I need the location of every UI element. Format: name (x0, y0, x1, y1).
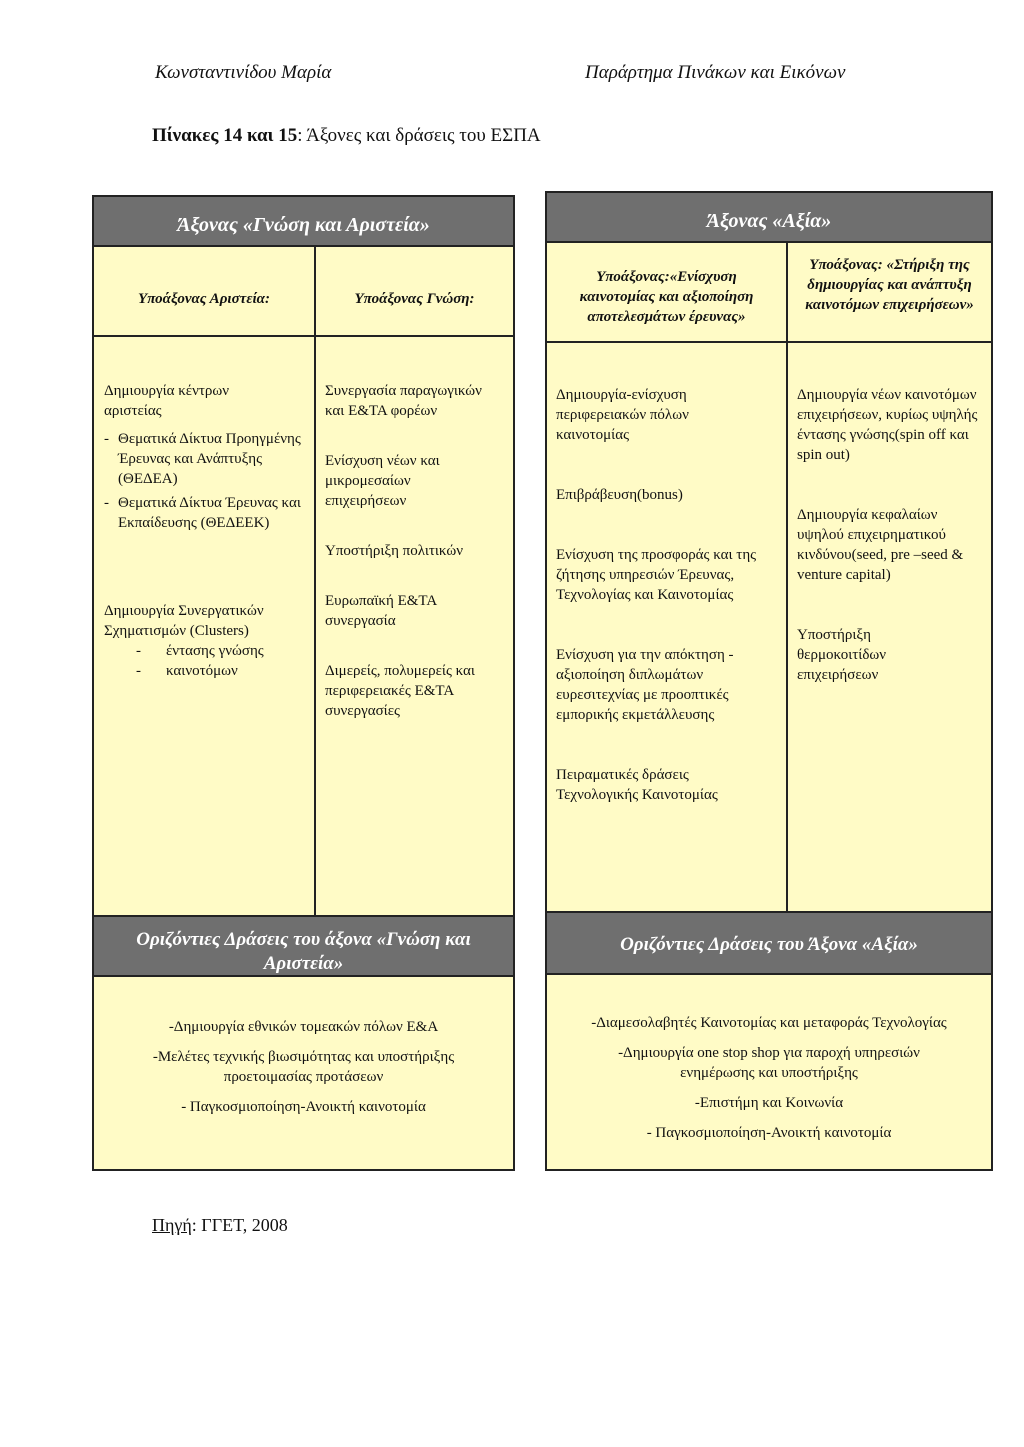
running-header-author: Κωνσταντινίδου Μαρία (155, 62, 332, 83)
right-horizontal-heading (547, 913, 991, 975)
excellence-bullet-text: Θεματικά Δίκτυα Προηγμένης Έρευνας και Ανάπτυξης (ΘΕΔΕΑ) (118, 431, 301, 487)
left-subaxis-row (94, 247, 513, 337)
horizontal-action: -Μελέτες τεχνικής βιωσιμότητας και υποστήριξης προετοιμασίας προτάσεων (152, 1049, 455, 1085)
left-subaxis-excellence (94, 247, 316, 335)
cluster-subitem (104, 641, 306, 661)
page-title (152, 125, 541, 147)
title-bold: Πίνακες 14 και 15 (152, 125, 298, 146)
right-horizontal-heading-text: Οριζόντιες Δράσεις του Άξονα «Αξία» (620, 934, 918, 955)
enterprise-item: Δημιουργία νέων καινοτόμων επιχειρήσεων, κυρίως υψηλής έντασης γνώσης(spin off και spin out) (797, 387, 978, 463)
excellence-item: Δημιουργία κέντρων αριστείας (104, 383, 230, 419)
right-table-heading: Άξονας «Αξία» (547, 193, 991, 243)
horizontal-action: -Επιστήμη και Κοινωνία (694, 1095, 844, 1111)
right-subaxis-innovation-label: Υποάξονας:«Ενίσχυση καινοτομίας και αξιοποίηση αποτελεσμάτων έρευνας» (579, 269, 754, 325)
left-horizontal-heading-text: Οριζόντιες Δράσεις του άξονα «Γνώση και Αριστεία» (136, 929, 471, 974)
excellence-bullet (104, 493, 306, 533)
bullet-dash: - (104, 431, 109, 447)
left-actions-knowledge (316, 337, 513, 915)
right-actions-innovation (547, 343, 788, 911)
bullet-dash: - (104, 495, 109, 511)
right-subaxis-enterprises (788, 243, 991, 341)
enterprise-item: Υποστήριξη θερμοκοιτίδων επιχειρήσεων (797, 627, 887, 683)
horizontal-action: -Δημιουργία εθνικών τομεακών πόλων Ε&Α (168, 1019, 439, 1035)
cluster-subitem-text: έντασης γνώσης (166, 643, 264, 659)
left-table-heading: Άξονας «Γνώση και Αριστεία» (94, 197, 513, 247)
knowledge-item: Ενίσχυση νέων και μικρομεσαίων επιχειρήσεων (325, 453, 440, 509)
enterprise-item: Δημιουργία κεφαλαίων υψηλού επιχειρηματικού κινδύνου(seed, pre –seed & venture capital) (797, 507, 964, 583)
source-note (152, 1215, 288, 1236)
excellence-bullet-text: Θεματικά Δίκτυα Έρευνας και Εκπαίδευσης (ΘΕΔΕΕΚ) (118, 495, 301, 531)
right-actions-row (547, 343, 991, 913)
left-subaxis-knowledge (316, 247, 513, 335)
left-horizontal-actions (124, 1017, 483, 1127)
left-subaxis-excellence-label: Υποάξονας Αριστεία: (138, 291, 270, 307)
bullet-dash: - (136, 663, 141, 679)
bullet-dash: - (136, 643, 141, 659)
knowledge-item: Συνεργασία παραγωγικών και Ε&ΤΑ φορέων (325, 383, 482, 419)
title-rest: : Άξονες και δράσεις του ΕΣΠΑ (297, 125, 541, 146)
cluster-subitem (104, 661, 306, 681)
right-table (545, 191, 993, 1171)
left-subaxis-knowledge-label: Υποάξονας Γνώση: (354, 291, 475, 307)
excellence-item: Δημιουργία Συνεργατικών Σχηματισμών (Clusters) (104, 603, 264, 639)
right-subaxis-enterprises-label: Υποάξονας: «Στήριξη της δημιουργίας και ανάπτυξη καινοτόμων επιχειρήσεων» (805, 257, 974, 313)
right-actions-enterprises (788, 343, 991, 911)
knowledge-item: Ευρωπαϊκή Ε&ΤΑ συνεργασία (325, 593, 437, 629)
knowledge-item: Διμερείς, πολυμερείς και περιφερειακές Ε&ΤΑ συνεργασίες (325, 663, 475, 719)
source-label: Πηγή (152, 1215, 192, 1235)
cluster-subitem-text: καινοτόμων (166, 663, 238, 679)
innovation-item: Επιβράβευση(bonus) (556, 487, 683, 503)
left-actions-excellence (94, 337, 316, 915)
left-horizontal-heading (94, 917, 513, 977)
horizontal-action: - Παγκοσμιοποίηση-Ανοικτή καινοτομία (181, 1099, 426, 1115)
innovation-item: Δημιουργία-ενίσχυση περιφερειακών πόλων καινοτομίας (556, 387, 689, 443)
innovation-item: Πειραματικές δράσεις Τεχνολογικής Καινοτομίας (556, 767, 718, 803)
excellence-bullet (104, 429, 306, 489)
right-subaxis-innovation (547, 243, 788, 341)
innovation-item: Ενίσχυση για την απόκτηση - αξιοποίηση διπλωμάτων ευρεσιτεχνίας με προοπτικές εμπορικής εκμετάλλευσης (556, 647, 734, 723)
left-actions-row (94, 337, 513, 917)
left-table (92, 195, 515, 1171)
right-horizontal-actions (559, 1013, 979, 1153)
horizontal-action: -Διαμεσολαβητές Καινοτομίας και μεταφοράς Τεχνολογίας (591, 1015, 947, 1031)
running-header-section: Παράρτημα Πινάκων και Εικόνων (585, 62, 846, 83)
right-subaxis-row (547, 243, 991, 343)
knowledge-item: Υποστήριξη πολιτικών (325, 543, 464, 559)
horizontal-action: - Παγκοσμιοποίηση-Ανοικτή καινοτομία (646, 1125, 892, 1141)
source-text: : ΓΓΕΤ, 2008 (191, 1215, 288, 1235)
horizontal-action: -Δημιουργία one stop shop για παροχή υπηρεσιών ενημέρωσης και υποστήριξης (618, 1045, 920, 1081)
innovation-item: Ενίσχυση της προσφοράς και της ζήτησης υπηρεσιών Έρευνας, Τεχνολογίας και Καινοτομίας (556, 547, 757, 603)
